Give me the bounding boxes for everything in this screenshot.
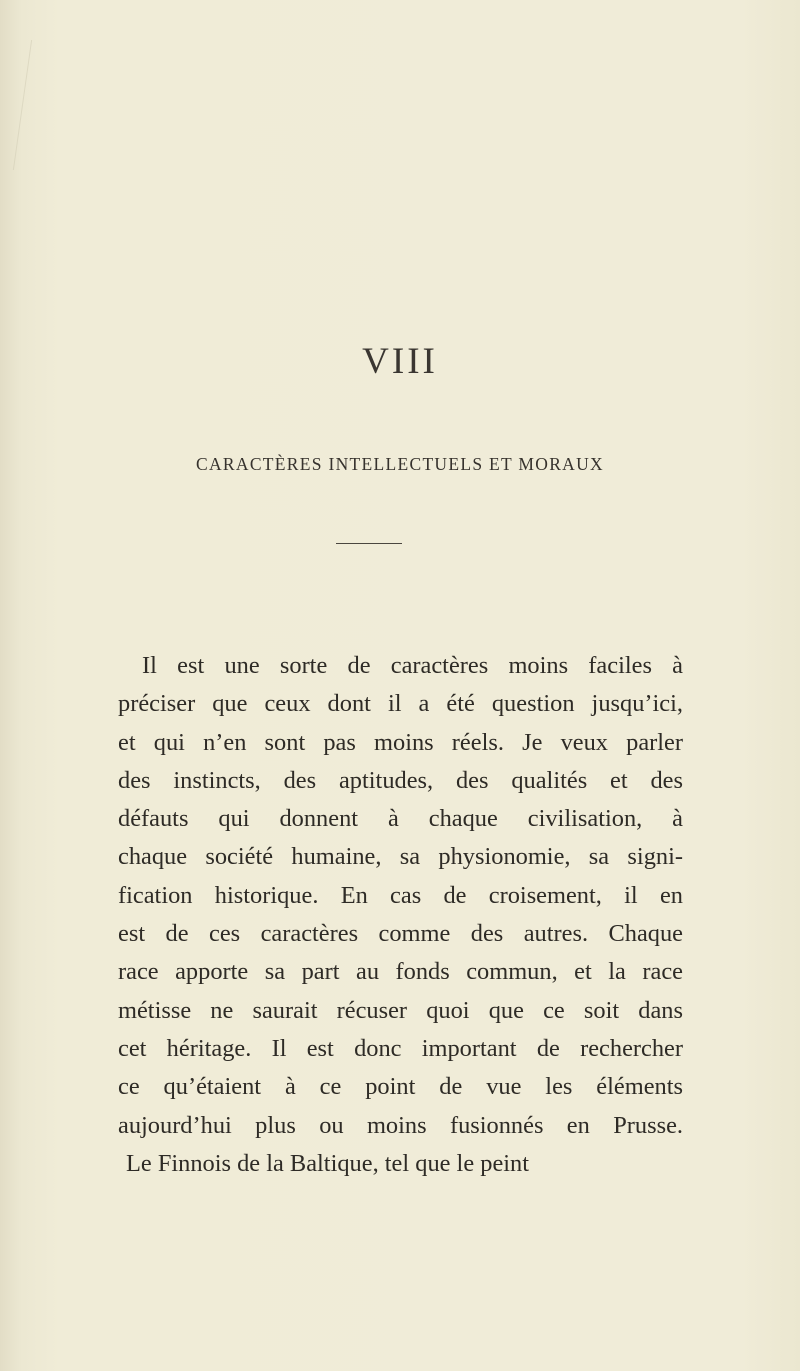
text-line: race apporte sa part au fonds commun, et la race [118, 958, 683, 986]
text-line: chaque société humaine, sa physionomie, sa signi- [118, 843, 683, 871]
chapter-number: VIII [362, 341, 438, 382]
body-paragraph [118, 647, 683, 1183]
text-line: métisse ne saurait récuser quoi que ce soit dans [118, 996, 683, 1024]
text-line: et qui n’en sont pas moins réels. Je veux parler [118, 728, 683, 756]
page-edge [0, 40, 32, 170]
chapter-title: CARACTÈRES INTELLECTUELS ET MORAUX [196, 454, 604, 474]
text-line: aujourd’hui plus ou moins fusionnés en Prusse. [118, 1111, 683, 1139]
text-line: préciser que ceux dont il a été question jusqu’ici, [118, 690, 683, 718]
text-line: des instincts, des aptitudes, des qualités et des [118, 766, 683, 794]
text-line: Le Finnois de la Baltique, tel que le peint [126, 1149, 530, 1177]
text-line: Il est une sorte de caractères moins faciles à [142, 652, 683, 679]
text-line: est de ces caractères comme des autres. Chaque [118, 920, 683, 948]
section-divider [336, 543, 402, 544]
text-line: défauts qui donnent à chaque civilisation, à [118, 805, 683, 833]
text-line: fication historique. En cas de croisement, il en [118, 881, 683, 909]
text-line: cet héritage. Il est donc important de rechercher [118, 1034, 683, 1062]
text-line: ce qu’étaient à ce point de vue les éléments [118, 1073, 683, 1101]
